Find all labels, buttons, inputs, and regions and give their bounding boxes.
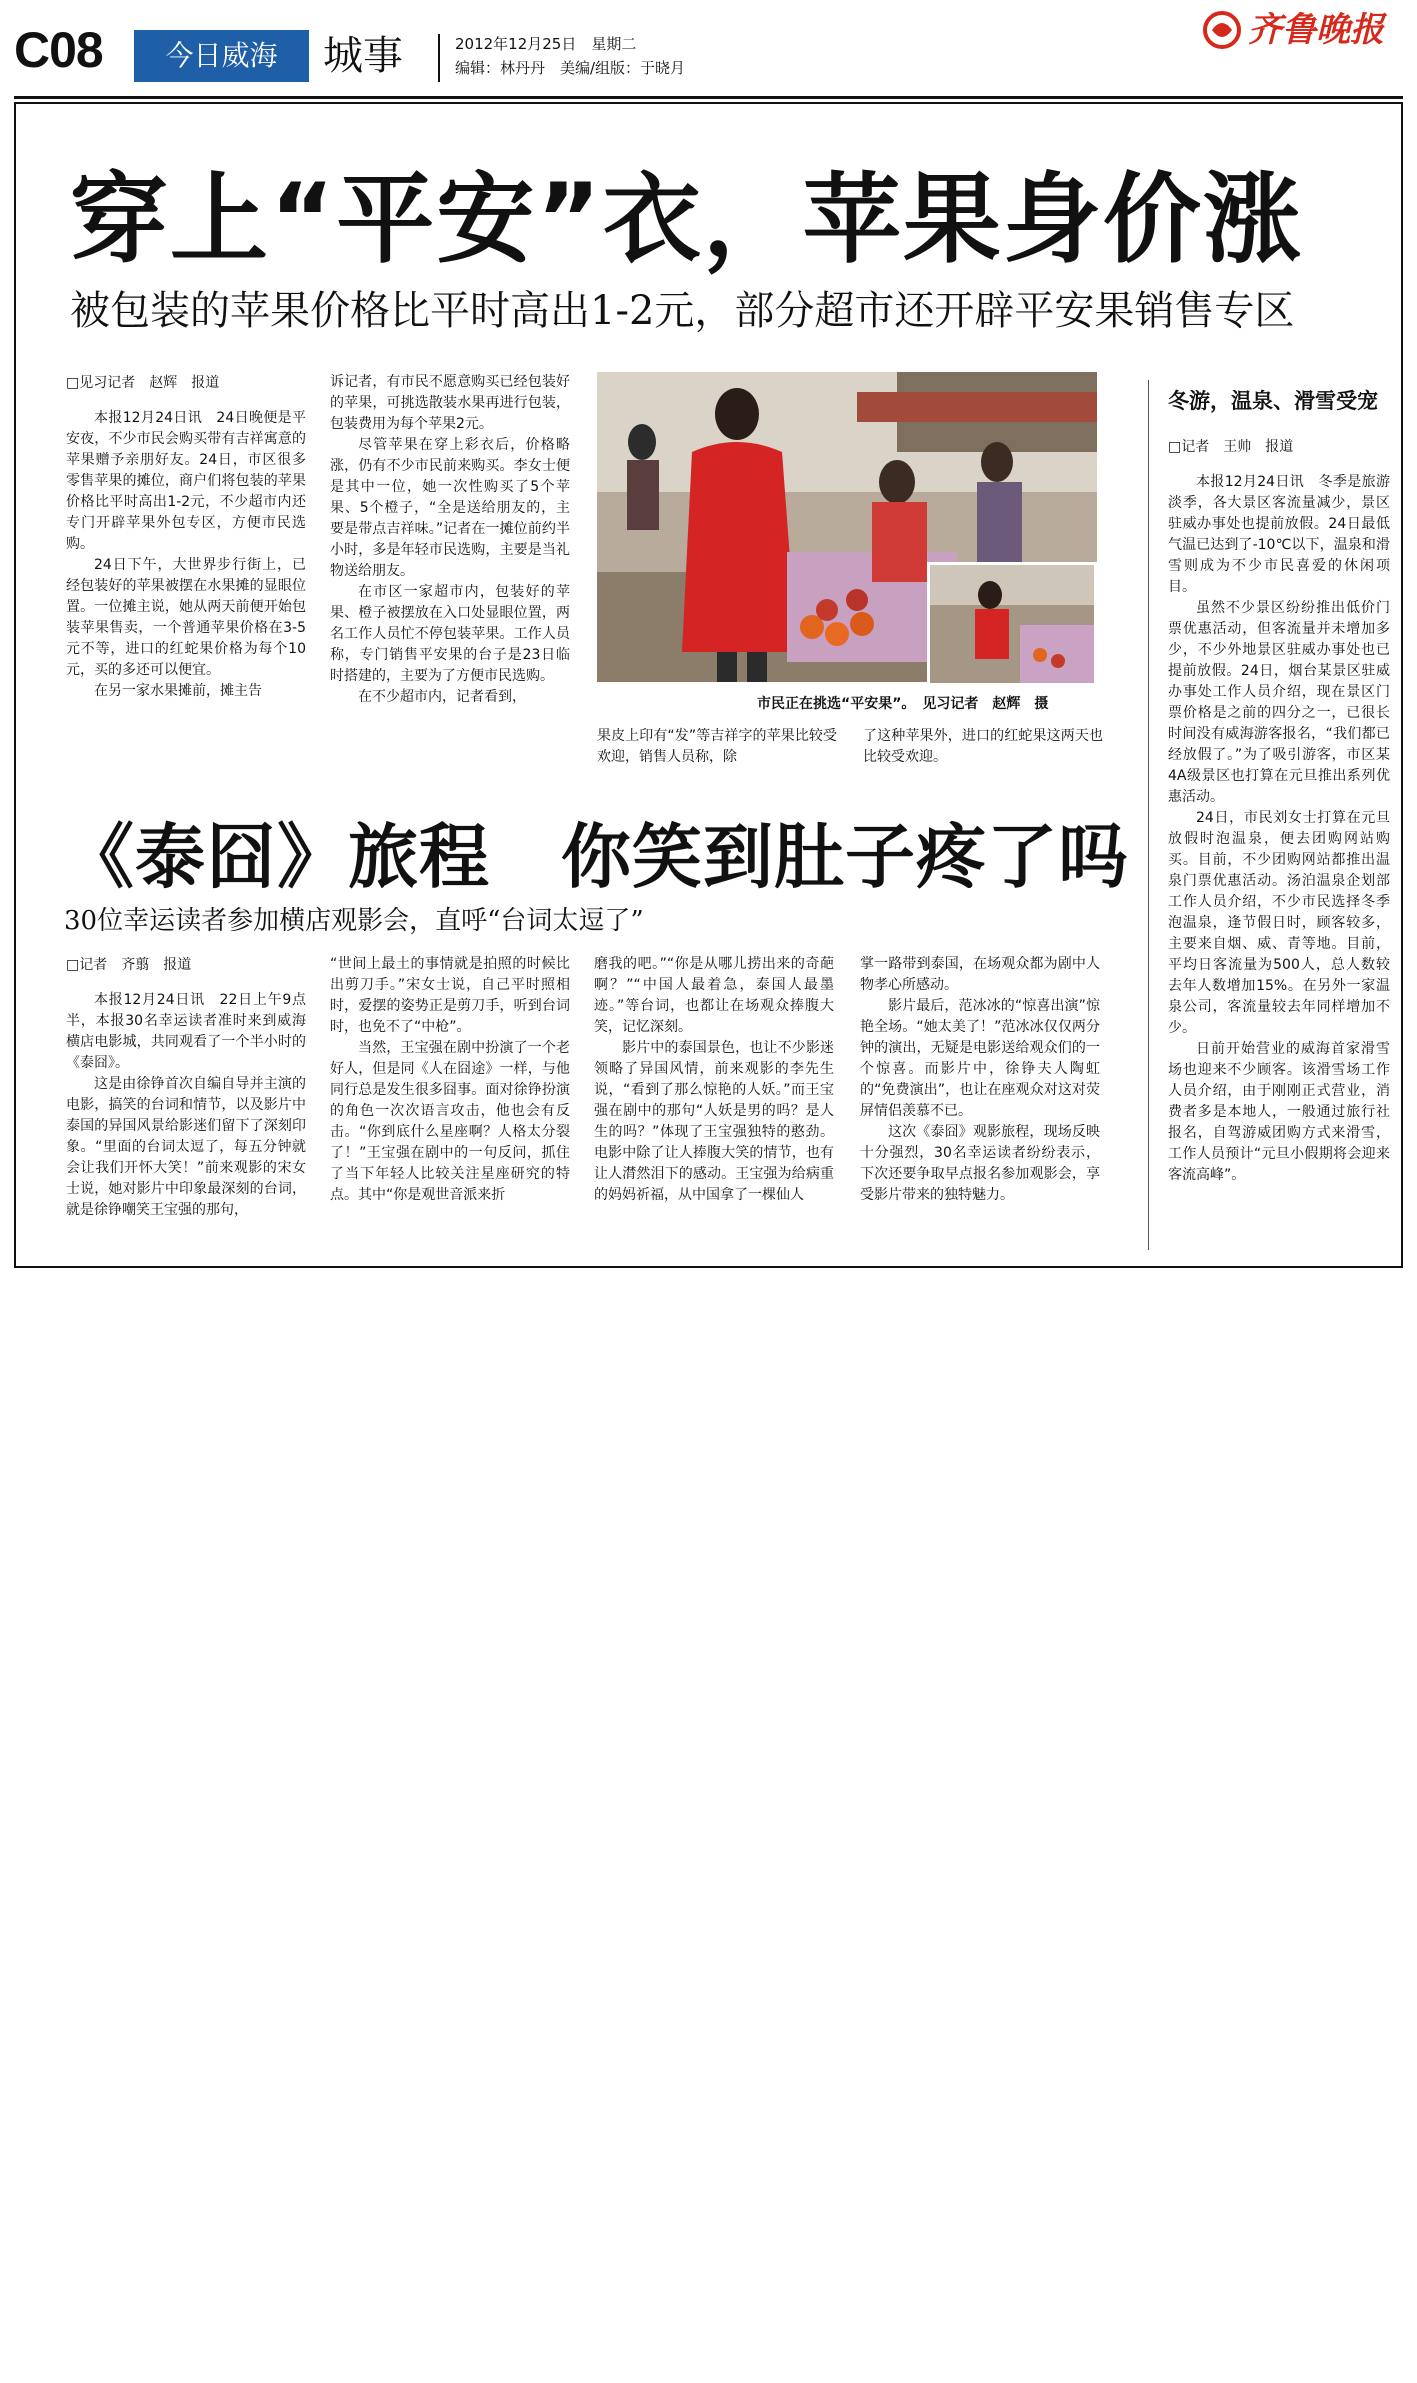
side-story-byline: □记者 王帅 报道 xyxy=(1168,439,1294,455)
paragraph: 日前开始营业的威海首家滑雪场也迎来不少顾客。该滑雪场工作人员介绍，由于刚刚正式营业，消费者多是本地人，一般通过旅行社报名，自驾游威团购方式来滑雪，工作人员预计“元旦小假期将会迎来客流高峰”。 xyxy=(1168,1041,1390,1183)
story2-column-1 xyxy=(66,990,306,1221)
story1-column-2 xyxy=(330,372,570,708)
second-subheadline: 30位幸运读者参加横店观影会，直呼“台词太逗了” xyxy=(64,906,644,936)
section-name: 城事 xyxy=(323,33,403,79)
story2-column-2 xyxy=(330,954,570,1206)
paragraph: 在不少超市内，记者看到， xyxy=(358,689,526,705)
story1-column-3 xyxy=(597,726,837,768)
story2-column-4 xyxy=(860,954,1100,1206)
paragraph: 影片中的泰国景色，也让不少影迷领略了异国风情，前来观影的李先生说，“看到了那么惊艳的人妖。”而王宝强在剧中的那句“人妖是男的吗？是人生的吗？”体现了王宝强独特的憨劲。电影中除了让人捧腹大笑的情节，也有让人潸然泪下的感动。王宝强为给病重的妈妈祈福，从中国拿了一棵仙人 xyxy=(594,1040,834,1203)
header-divider xyxy=(438,34,440,82)
photo-caption: 市民正在挑选“平安果”。 见习记者 赵辉 摄 xyxy=(757,696,1049,712)
page-number: C08 xyxy=(14,22,103,78)
paragraph: 本报12月24日讯 22日上午9点半，本报30名幸运读者准时来到威海横店电影城，共同观看了一个半小时的《泰囧》。 xyxy=(66,992,306,1071)
paragraph: 虽然不少景区纷纷推出低价门票优惠活动，但客流量并未增加多少，不少外地景区驻威办事处也已提前放假。24日，烟台某景区驻威办事处工作人员介绍，现在景区门票价格是之前的四分之一，已很长时间没有威海游客报名，“我们都已经放假了。”为了吸引游客，市区某4A级景区也打算在元旦推出系列优惠活动。 xyxy=(1168,600,1390,805)
story1-column-4 xyxy=(863,726,1103,768)
news-photo-inset xyxy=(927,562,1097,686)
editor-credits: 编辑：林丹丹 美编/组版：于晓月 xyxy=(455,59,686,77)
main-subheadline: 被包装的苹果价格比平时高出1-2元，部分超市还开辟平安果销售专区 xyxy=(70,288,1295,334)
paragraph: 当然，王宝强在剧中扮演了一个老好人，但是同《人在囧途》一样，与他同行总是发生很多囧事。面对徐铮扮演的角色一次次语言攻击，他也会有反击。“你到底什么星座啊？人格太分裂了！”王宝强在剧中的一句反问，抓住了当下年轻人比较关注星座研究的特点。其中“你是观世音派来折 xyxy=(330,1040,570,1203)
story1-column-1 xyxy=(66,408,306,702)
paragraph: 这次《泰囧》观影旅程，现场反映十分强烈，30名幸运读者纷纷表示，下次还要争取早点报名参加观影会，享受影片带来的独特魅力。 xyxy=(860,1124,1100,1203)
paragraph: 在市区一家超市内，包装好的苹果、橙子被摆放在入口处显眼位置，两名工作人员忙不停包装苹果。工作人员称，专门销售平安果的台子是23日临时搭建的，主要为了方便市民选购。 xyxy=(330,584,570,684)
story1-byline: □见习记者 赵辉 报道 xyxy=(66,375,220,391)
section-label-box: 今日威海 xyxy=(134,30,309,82)
paragraph: 诉记者，有市民不愿意购买已经包装好的苹果，可挑选散装水果再进行包装，包装费用为每个苹果2元。 xyxy=(330,374,570,432)
paragraph: 果皮上印有“发”等吉祥字的苹果比较受欢迎，销售人员称，除 xyxy=(597,728,837,765)
column-divider xyxy=(1148,380,1149,1250)
second-headline: 《泰囧》旅程 你笑到肚子疼了吗 xyxy=(64,816,1129,898)
paragraph: 本报12月24日讯 24日晚便是平安夜，不少市民会购买带有吉祥寓意的苹果赠予亲朋好友。24日，市区很多零售苹果的摊位，商户们将包装的苹果价格比平时高出1-2元，不少超市内还专门开辟苹果外包专区，方便市民选购。 xyxy=(66,410,306,552)
paragraph: 24日下午，大世界步行街上，已经包装好的苹果被摆在水果摊的显眼位置。一位摊主说，她从两天前便开始包装苹果售卖，一个普通苹果价格在3-5元不等，进口的红蛇果价格为每个10元，买的多还可以便宜。 xyxy=(66,557,306,678)
issue-date: 2012年12月25日 星期二 xyxy=(455,35,637,53)
story2-byline: □记者 齐翦 报道 xyxy=(66,957,192,973)
paragraph: 尽管苹果在穿上彩衣后，价格略涨，仍有不少市民前来购买。李女士便是其中一位，她一次性购买了5个苹果、5个橙子，“全是送给朋友的，主要是带点吉祥味。”记者在一摊位前约半小时，多是年轻市民选购，主要是当礼物送给朋友。 xyxy=(330,437,570,579)
newspaper-logo-text: 齐鲁晚报 xyxy=(1248,10,1384,50)
paragraph: 了这种苹果外，进口的红蛇果这两天也比较受欢迎。 xyxy=(863,728,1103,765)
side-story-body xyxy=(1168,472,1390,1186)
paragraph: “世间上最土的事情就是拍照的时候比出剪刀手。”宋女士说，自己平时照相时，爱摆的姿势正是剪刀手，听到台词时，也免不了“中枪”。 xyxy=(330,956,570,1035)
paragraph: 掌一路带到泰国，在场观众都为剧中人物孝心所感动。 xyxy=(860,956,1100,993)
story2-column-3 xyxy=(594,954,834,1206)
paragraph: 24日，市民刘女士打算在元旦放假时泡温泉，便去团购网站购买。目前，不少团购网站都推出温泉门票优惠活动。汤泊温泉企划部工作人员介绍，不少市民选择冬季泡温泉，逢节假日时，顾客较多，主要来自烟、威、青等地。目前，平均日客流量为500人，总人数较去年人数增加15%。在另外一家温泉公司，客流量较去年同样增加不少。 xyxy=(1168,810,1390,1036)
paragraph: 在另一家水果摊前，摊主告 xyxy=(94,683,262,699)
paragraph: 磨我的吧。”“你是从哪儿捞出来的奇葩啊？”“中国人最着急，泰国人最墨迹。”等台词，也都让在场观众捧腹大笑，记忆深刻。 xyxy=(594,956,834,1035)
paragraph: 影片最后，范冰冰的“惊喜出演”惊艳全场。“她太美了！”范冰冰仅仅两分钟的演出，无疑是电影送给观众们的一个惊喜。而影片中，徐铮夫人陶虹的“免费演出”，也让在座观众对这对荧屏情侣羡慕不已。 xyxy=(860,998,1100,1119)
paragraph: 这是由徐铮首次自编自导并主演的电影，搞笑的台词和情节，以及影片中泰国的异国风景给影迷们留下了深刻印象。“里面的台词太逗了，每五分钟就会让我们开怀大笑！”前来观影的宋女士说，她对影片中印象最深刻的台词，就是徐铮嘲笑王宝强的那句， xyxy=(66,1076,306,1218)
main-headline: 穿上“平安”衣，苹果身价涨 xyxy=(70,163,1303,277)
paragraph: 本报12月24日讯 冬季是旅游淡季，各大景区客流量减少，景区驻威办事处也提前放假。24日最低气温已达到了-10℃以下，温泉和滑雪则成为不少市民喜爱的休闲项目。 xyxy=(1168,474,1390,595)
side-story-title: 冬游，温泉、滑雪受宠 xyxy=(1168,389,1378,413)
header-rule xyxy=(14,96,1403,99)
